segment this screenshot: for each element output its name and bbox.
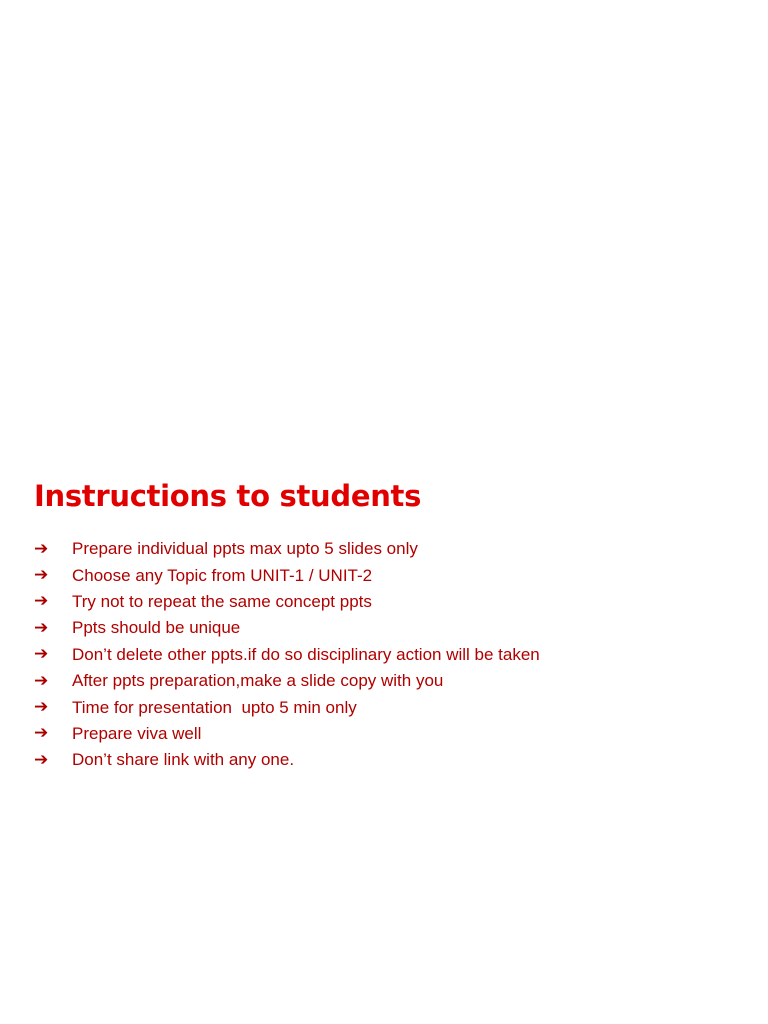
arrow-right-icon: ➔ <box>34 565 49 586</box>
list-item <box>34 562 540 588</box>
list-item-text: Prepare viva well <box>72 723 202 743</box>
list-item-text: Try not to repeat the same concept ppts <box>72 591 372 611</box>
list-item <box>34 615 540 641</box>
page-title: Instructions to students <box>34 479 422 513</box>
arrow-right-icon: ➔ <box>34 617 49 638</box>
arrow-right-icon: ➔ <box>34 591 49 612</box>
list-item-text: Ppts should be unique <box>72 618 241 638</box>
list-item <box>34 589 540 615</box>
list-item <box>34 694 540 720</box>
list-item-text: Prepare individual ppts max upto 5 slides only <box>72 539 418 559</box>
arrow-right-icon: ➔ <box>34 644 49 665</box>
list-item <box>34 668 540 694</box>
list-item <box>34 747 540 773</box>
list-item <box>34 642 540 668</box>
list-item-text: Don’t delete other ppts.if do so disciplinary action will be taken <box>72 644 540 664</box>
arrow-right-icon: ➔ <box>34 697 49 718</box>
list-item-text: After ppts preparation,make a slide copy with you <box>72 671 444 691</box>
list-item <box>34 721 540 747</box>
arrow-right-icon: ➔ <box>34 538 49 559</box>
arrow-right-icon: ➔ <box>34 670 49 691</box>
list-item-text: Choose any Topic from UNIT-1 / UNIT-2 <box>72 565 373 585</box>
arrow-right-icon: ➔ <box>34 749 49 770</box>
arrow-right-icon: ➔ <box>34 723 49 744</box>
list-item-text: Don’t share link with any one. <box>72 750 295 770</box>
instruction-list <box>34 536 540 774</box>
list-item <box>34 536 540 562</box>
list-item-text: Time for presentation upto 5 min only <box>72 697 357 717</box>
